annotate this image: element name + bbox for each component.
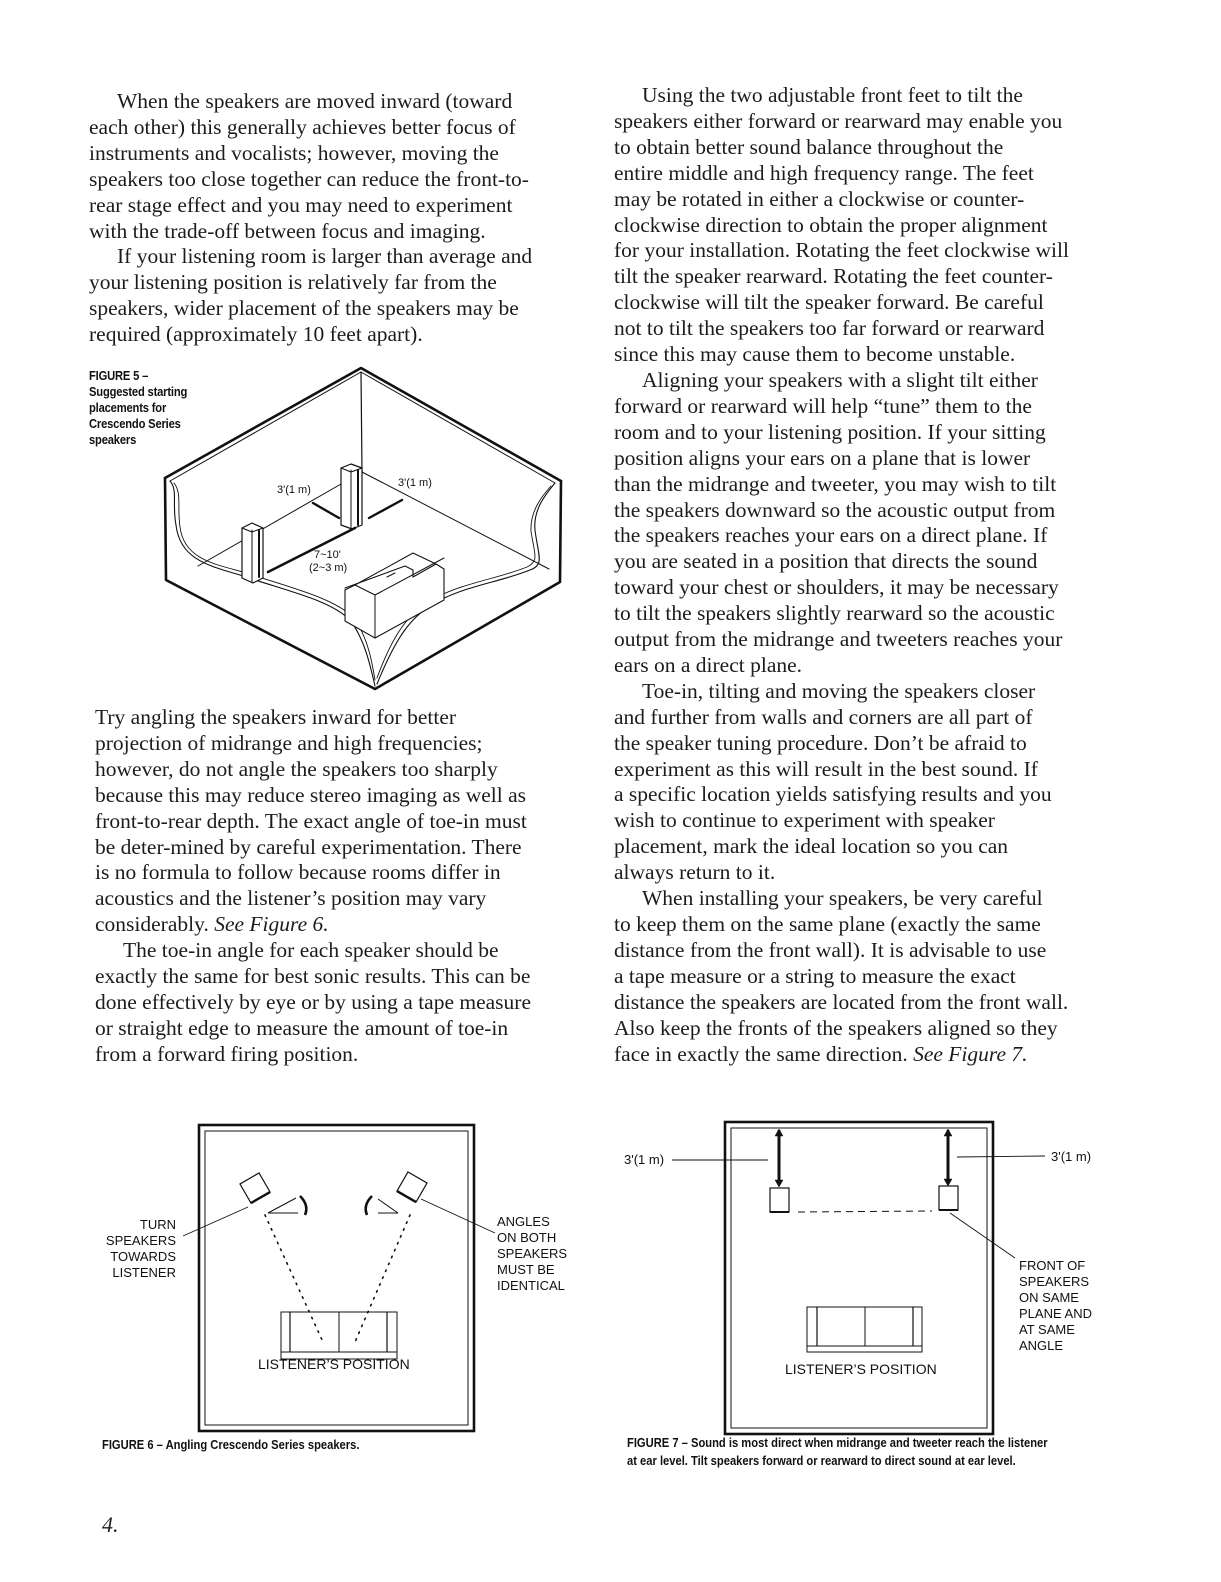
text-line: may be rotated in either a clockwise or counter- <box>614 186 1025 211</box>
text-line: speakers either forward or rearward may enable you <box>614 108 1063 133</box>
text-fragment: considerably. <box>95 912 215 937</box>
caption-line: Suggested starting <box>89 384 188 399</box>
text-line: If your listening room is larger than average and <box>117 244 533 269</box>
text-line: forward or rearward will help “tune” them to the <box>614 393 1032 418</box>
text-line: the speakers reaches your ears on a direct plane. If <box>614 523 1048 548</box>
text-line: and further from walls and corners are all part of <box>614 704 1033 729</box>
text-line: Toe-in, tilting and moving the speakers closer <box>642 678 1036 703</box>
label-line: ANGLES <box>497 1214 550 1229</box>
text-line: clockwise will tilt the speaker forward. Be careful <box>614 290 1044 315</box>
label-line: LISTENER <box>112 1265 176 1280</box>
figure6-reference: See Figure 6. <box>214 912 329 937</box>
label-line: TURN <box>139 1217 176 1232</box>
figure7-reference: See Figure 7. <box>913 1041 1028 1066</box>
caption-line: placements for <box>89 400 167 415</box>
text-line: or straight edge to measure the amount of toe-in <box>95 1015 509 1040</box>
figure7-label-front <box>1019 1258 1092 1353</box>
text-line: Also keep the fronts of the speakers aligned so they <box>614 1015 1058 1040</box>
figure6-label-listener: LISTENER’S POSITION <box>258 1356 410 1372</box>
text-line: instruments and vocalists; however, moving the <box>89 140 499 165</box>
label-line: ON SAME <box>1019 1290 1079 1305</box>
figure7-speaker-left <box>770 1188 789 1212</box>
figure7-speaker-right <box>939 1186 958 1210</box>
label-line: TOWARDS <box>110 1249 176 1264</box>
text-line: Try angling the speakers inward for better <box>95 705 457 729</box>
text-line: entire middle and high frequency range. The feet <box>614 160 1034 185</box>
figure7-label-left: 3'(1 m) <box>624 1152 665 1167</box>
text-line: your listening position is relatively far from the <box>89 270 497 295</box>
caption-line: FIGURE 5 – <box>89 368 149 383</box>
figure7-leader-right <box>957 1156 1045 1157</box>
label-line: SPEAKERS <box>105 1233 176 1248</box>
figure6-caption: FIGURE 6 – Angling Crescendo Series speakers. <box>102 1437 360 1452</box>
text-line: not to tilt the speakers too far forward or rearward <box>614 316 1045 341</box>
label-line: ON BOTH <box>497 1230 557 1245</box>
caption-line: speakers <box>89 432 137 447</box>
figure7-front-plane-line <box>798 1211 932 1212</box>
label-line: MUST BE <box>497 1262 555 1277</box>
text-line: because this may reduce stereo imaging as well as <box>95 782 527 807</box>
figure5-label-wall-right: 3'(1 m) <box>398 477 432 489</box>
text-line: a tape measure or a string to measure the exact <box>614 963 1016 988</box>
text-line: be deter-mined by careful experimentation. There <box>95 834 522 859</box>
figure7-label-listener: LISTENER’S POSITION <box>785 1361 937 1377</box>
text-line: for your installation. Rotating the feet clockwise will <box>614 238 1069 263</box>
label-line: SPEAKERS <box>1019 1274 1090 1289</box>
text-line: than the midrange and tweeter, you may wish to tilt <box>614 471 1057 496</box>
text-line: projection of midrange and high frequencies; <box>95 730 483 755</box>
text-line: to tilt the speakers slightly rearward so the acoustic <box>614 601 1055 626</box>
text-line: The toe-in angle for each speaker should be <box>123 938 499 963</box>
text-line: ears on a direct plane. <box>614 652 803 677</box>
figure7-label-right: 3'(1 m) <box>1051 1149 1092 1164</box>
text-line: tilt the speaker rearward. Rotating the feet counter- <box>614 264 1053 289</box>
label-line: FRONT OF <box>1019 1258 1086 1273</box>
text-line: position aligns your ears on a plane that is lower <box>614 445 1031 470</box>
figure5-label-spacing-m: (2~3 m) <box>309 562 348 574</box>
text-line: Using the two adjustable front feet to tilt the <box>642 83 1023 107</box>
caption-line: at ear level. Tilt speakers forward or rearward to direct sound at ear level. <box>627 1453 1016 1468</box>
figure7-couch <box>807 1307 922 1352</box>
text-line: you are seated in a position that directs the sound <box>614 549 1038 574</box>
figure7-caption <box>627 1434 1048 1470</box>
label-line: PLANE AND <box>1019 1306 1092 1321</box>
label-line: ANGLE <box>1019 1338 1064 1353</box>
text-line: acoustics and the listener’s position may vary <box>95 886 487 911</box>
label-line: IDENTICAL <box>497 1278 565 1293</box>
page-number: 4. <box>102 1512 119 1537</box>
text-line: to keep them on the same plane (exactly the same <box>614 912 1041 936</box>
text-line: each other) this generally achieves better focus of <box>89 114 516 139</box>
text-line: required (approximately 10 feet apart). <box>89 322 423 347</box>
text-line: placement, mark the ideal location so you can <box>614 834 1009 859</box>
text-line: wish to continue to experiment with speaker <box>614 808 995 833</box>
caption-line: FIGURE 7 – Sound is most direct when midrange and tweeter reach the listener <box>627 1435 1048 1450</box>
figure7-room-outer <box>725 1122 993 1434</box>
text-line: room and to your listening position. If your sitting <box>614 419 1046 444</box>
text-line: always return to it. <box>614 860 776 885</box>
text-line: distance from the front wall). It is advisable to use <box>614 937 1047 962</box>
text-line: with the trade-off between focus and imaging. <box>89 218 486 243</box>
text-line: to obtain better sound balance throughout the <box>614 134 1004 159</box>
text-line: output from the midrange and tweeters reaches your <box>614 627 1063 652</box>
text-line: speakers too close together can reduce the front-to- <box>89 166 529 191</box>
text-line: however, do not angle the speakers too sharply <box>95 756 498 781</box>
label-line: SPEAKERS <box>497 1246 568 1261</box>
text-line: clockwise direction to obtain the proper alignment <box>614 212 1048 237</box>
text-line: When installing your speakers, be very careful <box>642 886 1043 911</box>
text-line: is no formula to follow because rooms differ in <box>95 860 501 885</box>
text-line: from a forward firing position. <box>95 1041 359 1066</box>
text-line: since this may cause them to become unstable. <box>614 342 1016 367</box>
text-line: speakers, wider placement of the speakers may be <box>89 296 519 321</box>
text-line: rear stage effect and you may need to experiment <box>89 192 513 217</box>
text-line: a specific location yields satisfying results and you <box>614 782 1052 807</box>
text-line: front-to-rear depth. The exact angle of toe-in must <box>95 808 527 833</box>
text-line: toward your chest or shoulders, it may be necessary <box>614 575 1059 600</box>
text-fragment: face in exactly the same direction. <box>614 1041 914 1066</box>
text-line: Aligning your speakers with a slight tilt either <box>642 367 1038 392</box>
text-line: the speakers downward so the acoustic output from <box>614 497 1056 522</box>
text-line: distance the speakers are located from the front wall. <box>614 989 1069 1014</box>
figure5-label-wall-left: 3'(1 m) <box>277 484 311 496</box>
label-line: AT SAME <box>1019 1322 1075 1337</box>
text-line: the speaker tuning procedure. Don’t be afraid to <box>614 730 1027 755</box>
text-line: When the speakers are moved inward (toward <box>117 89 513 113</box>
text-line: experiment as this will result in the best sound. If <box>614 756 1038 781</box>
text-line: exactly the same for best sonic results. This can be <box>95 964 531 989</box>
caption-line: Crescendo Series <box>89 416 181 431</box>
text-line: done effectively by eye or by using a tape measure <box>95 989 532 1014</box>
figure7-leader-front <box>950 1213 1015 1258</box>
figure5-label-spacing-ft: 7~10' <box>314 549 341 561</box>
